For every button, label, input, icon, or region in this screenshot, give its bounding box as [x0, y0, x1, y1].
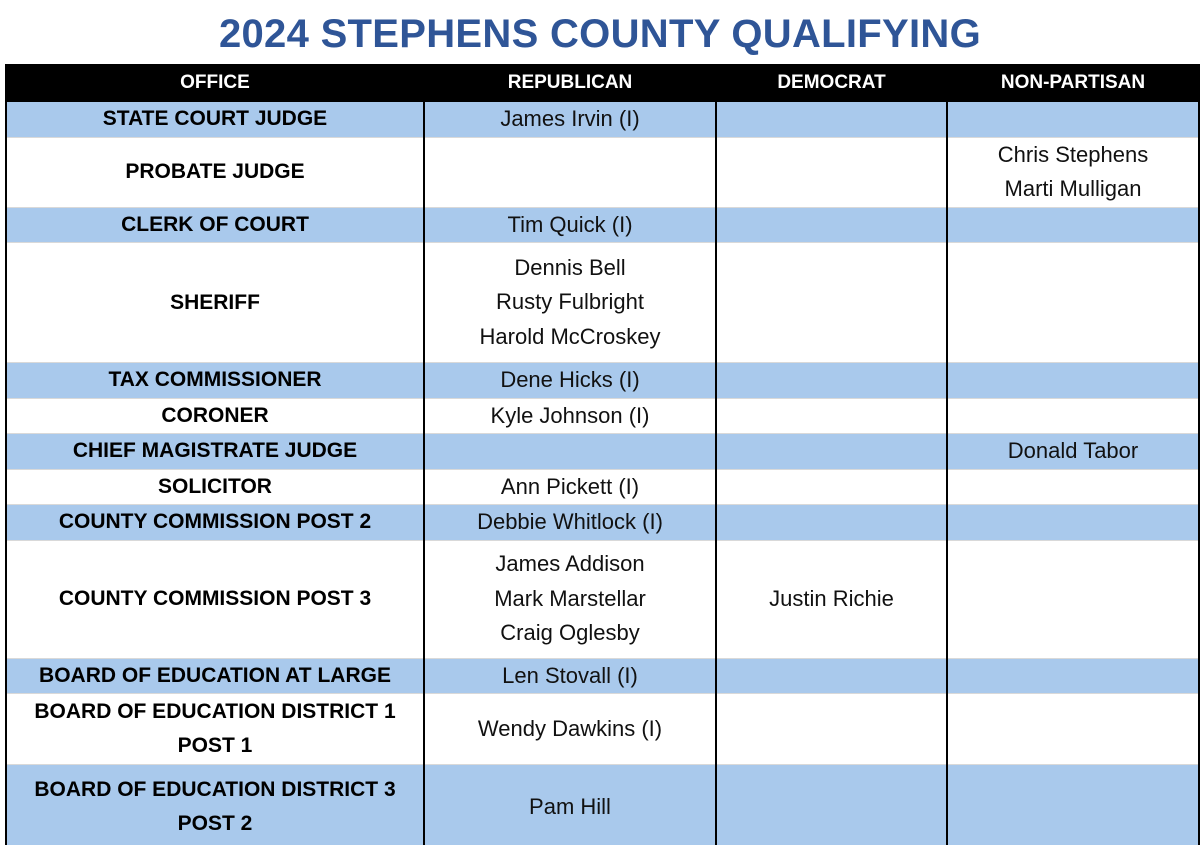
nonpartisan-cell: [947, 398, 1199, 434]
nonpartisan-cell: [947, 137, 1199, 207]
table-row: [6, 363, 1199, 399]
table-row: [6, 658, 1199, 694]
nonpartisan-cell: [947, 658, 1199, 694]
office-cell: TAX COMMISSIONER: [6, 363, 424, 399]
candidate-name: Marti Mulligan: [1004, 176, 1142, 201]
office-cell: STATE COURT JUDGE: [6, 101, 424, 137]
candidate-name: Craig Oglesby: [500, 620, 640, 646]
candidate-name: Debbie Whitlock (I): [477, 509, 663, 534]
candidate-name: James Addison: [495, 551, 645, 577]
republican-cell: [424, 434, 716, 470]
democrat-cell: [716, 398, 947, 434]
candidate-name: James Irvin (I): [500, 106, 640, 131]
header-row: [6, 65, 1199, 101]
office-cell: BOARD OF EDUCATION DISTRICT 1 POST 1: [6, 694, 424, 765]
nonpartisan-cell: [947, 694, 1199, 765]
table-row: [6, 137, 1199, 207]
democrat-cell: [716, 243, 947, 363]
democrat-cell: [716, 765, 947, 845]
candidate-name: Wendy Dawkins (I): [477, 715, 663, 741]
nonpartisan-cell: [947, 363, 1199, 399]
office-cell: CORONER: [6, 398, 424, 434]
candidate-name: Pam Hill: [529, 794, 611, 819]
office-cell: BOARD OF EDUCATION DISTRICT 3 POST 2: [6, 765, 424, 845]
candidate-name: Chris Stephens: [997, 141, 1149, 167]
table-row: [6, 243, 1199, 363]
candidate-name: Ann Pickett (I): [500, 473, 640, 499]
democrat-cell: [716, 694, 947, 765]
nonpartisan-cell: [947, 505, 1199, 541]
republican-cell: [424, 694, 716, 765]
table-row: [6, 469, 1199, 505]
office-cell: SHERIFF: [6, 243, 424, 363]
candidate-name: Harold McCroskey: [479, 323, 661, 349]
table-row: [6, 101, 1199, 137]
table-row: [6, 765, 1199, 845]
democrat-cell: [716, 434, 947, 470]
democrat-cell: [716, 137, 947, 207]
nonpartisan-cell: [947, 765, 1199, 845]
office-cell: SOLICITOR: [6, 469, 424, 505]
nonpartisan-cell: [947, 243, 1199, 363]
office-cell: CLERK OF COURT: [6, 207, 424, 243]
table-row: [6, 505, 1199, 541]
nonpartisan-cell: [947, 540, 1199, 658]
table-row: [6, 434, 1199, 470]
democrat-cell: [716, 469, 947, 505]
republican-cell: [424, 243, 716, 363]
candidate-name: Mark Marstellar: [494, 585, 646, 611]
candidate-name: Len Stovall (I): [502, 662, 638, 688]
republican-cell: [424, 101, 716, 137]
candidate-name: Justin Richie: [769, 585, 894, 611]
democrat-cell: [716, 658, 947, 694]
republican-cell: [424, 505, 716, 541]
table-row: [6, 207, 1199, 243]
office-cell: COUNTY COMMISSION POST 2: [6, 505, 424, 541]
qualifying-table: [5, 64, 1200, 845]
candidate-name: Dennis Bell: [514, 254, 626, 280]
header-republican: REPUBLICAN: [424, 65, 716, 101]
candidate-name: Donald Tabor: [1007, 438, 1139, 463]
page-title: 2024 STEPHENS COUNTY QUALIFYING: [218, 12, 982, 56]
republican-cell: [424, 469, 716, 505]
office-cell: CHIEF MAGISTRATE JUDGE: [6, 434, 424, 470]
nonpartisan-cell: [947, 207, 1199, 243]
republican-cell: [424, 658, 716, 694]
table-row: [6, 398, 1199, 434]
nonpartisan-cell: [947, 101, 1199, 137]
table-body: [6, 101, 1199, 845]
democrat-cell: [716, 363, 947, 399]
candidate-name: Rusty Fulbright: [496, 289, 644, 315]
nonpartisan-cell: [947, 469, 1199, 505]
democrat-cell: [716, 505, 947, 541]
table-row: [6, 694, 1199, 765]
office-cell: BOARD OF EDUCATION AT LARGE: [6, 658, 424, 694]
republican-cell: [424, 765, 716, 845]
header-office: OFFICE: [6, 65, 424, 101]
republican-cell: [424, 137, 716, 207]
candidate-name: Kyle Johnson (I): [490, 402, 650, 428]
candidate-name: Dene Hicks (I): [500, 367, 640, 392]
republican-cell: [424, 207, 716, 243]
republican-cell: [424, 540, 716, 658]
office-cell: PROBATE JUDGE: [6, 137, 424, 207]
candidate-name: Tim Quick (I): [507, 211, 633, 237]
democrat-cell: [716, 207, 947, 243]
democrat-cell: [716, 540, 947, 658]
table-row: [6, 540, 1199, 658]
democrat-cell: [716, 101, 947, 137]
header-democrat: DEMOCRAT: [716, 65, 947, 101]
republican-cell: [424, 363, 716, 399]
header-nonpartisan: NON-PARTISAN: [947, 65, 1199, 101]
nonpartisan-cell: [947, 434, 1199, 470]
republican-cell: [424, 398, 716, 434]
office-cell: COUNTY COMMISSION POST 3: [6, 540, 424, 658]
